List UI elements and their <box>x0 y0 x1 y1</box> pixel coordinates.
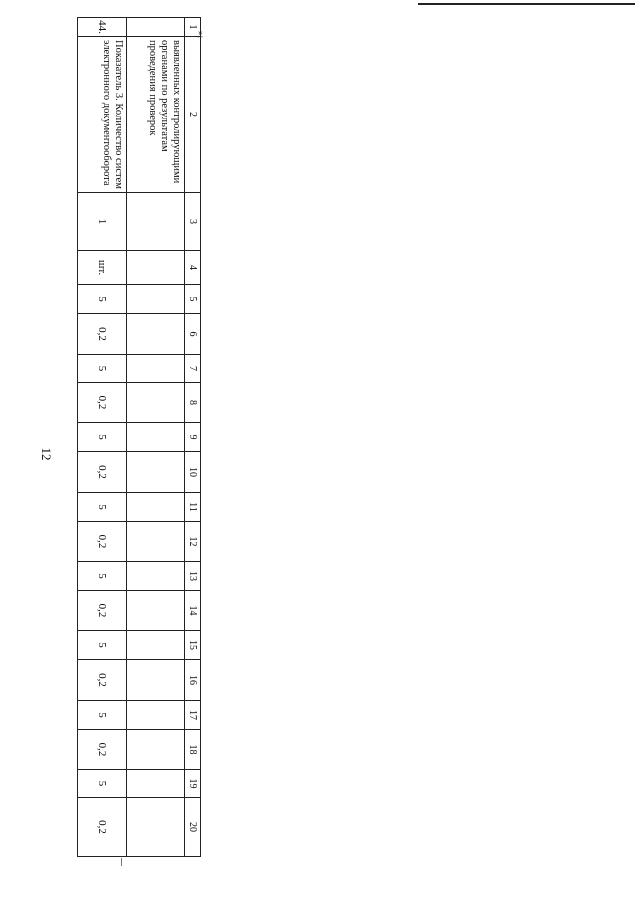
table-cell <box>127 798 185 857</box>
table-cell <box>127 355 185 383</box>
table-cell: 0,2 <box>78 730 127 770</box>
table-cell <box>127 660 185 701</box>
table-cell <box>127 701 185 730</box>
table-cell <box>127 591 185 631</box>
table-cell: 5 <box>78 631 127 660</box>
table-cell <box>127 730 185 770</box>
table-cell: шт. <box>78 251 127 285</box>
table-cell <box>127 251 185 285</box>
table-cell: 1 <box>78 193 127 251</box>
table-cell: 5 <box>78 562 127 591</box>
header-cell: 4 <box>185 251 201 285</box>
indicator-name: выявленных контролирующими органами по результатам проведения проверок <box>127 37 185 193</box>
table-cell <box>127 522 185 562</box>
header-cell: 10 <box>185 452 201 493</box>
table-row <box>78 18 127 857</box>
indicator-table <box>77 17 201 857</box>
table-cell <box>127 383 185 423</box>
table-cell: 0,2 <box>78 660 127 701</box>
header-cell: 7 <box>185 355 201 383</box>
table-cell: 0,2 <box>78 383 127 423</box>
table-cell <box>127 770 185 798</box>
table-cell: 5 <box>78 355 127 383</box>
table-cell <box>127 631 185 660</box>
header-cell: 14 <box>185 591 201 631</box>
row-index: 44. <box>78 18 127 37</box>
header-cell: 18 <box>185 730 201 770</box>
header-cell: 15 <box>185 631 201 660</box>
table-cell: 0,2 <box>78 314 127 355</box>
header-cell: 11 <box>185 493 201 522</box>
header-cell: 17 <box>185 701 201 730</box>
header-cell: 20 <box>185 798 201 857</box>
table-cell: 5 <box>78 770 127 798</box>
table-cell <box>127 193 185 251</box>
table-cell: 5 <box>78 701 127 730</box>
table-cell: 0,2 <box>78 591 127 631</box>
header-cell: 19 <box>185 770 201 798</box>
header-cell: 1 <box>185 18 201 37</box>
table-cell <box>127 493 185 522</box>
header-cell: 16 <box>185 660 201 701</box>
table-cell <box>127 452 185 493</box>
table-cell <box>127 314 185 355</box>
header-cell: 9 <box>185 423 201 452</box>
side-mark: »; <box>196 31 206 39</box>
table-cell <box>127 423 185 452</box>
table-cell <box>127 285 185 314</box>
header-cell: 8 <box>185 383 201 423</box>
table-cell: 5 <box>78 493 127 522</box>
header-cell: 3 <box>185 193 201 251</box>
table-cell: 0,2 <box>78 452 127 493</box>
table-container <box>89 17 201 856</box>
table-cell: 0,2 <box>78 798 127 857</box>
margin-tick <box>121 858 122 866</box>
table-cell: 0,2 <box>78 522 127 562</box>
table-row <box>127 18 185 857</box>
header-cell: 5 <box>185 285 201 314</box>
table-cell <box>127 562 185 591</box>
header-cell: 13 <box>185 562 201 591</box>
table-cell: 5 <box>78 423 127 452</box>
top-rule <box>418 3 635 5</box>
table-cell: 5 <box>78 285 127 314</box>
header-row <box>185 18 201 857</box>
page-number: 12 <box>39 447 54 461</box>
header-cell: 2 <box>185 37 201 193</box>
header-cell: 12 <box>185 522 201 562</box>
indicator-name: Показатель 3. Количество систем электронного документооборота <box>78 37 127 193</box>
header-cell: 6 <box>185 314 201 355</box>
row-index <box>127 18 185 37</box>
